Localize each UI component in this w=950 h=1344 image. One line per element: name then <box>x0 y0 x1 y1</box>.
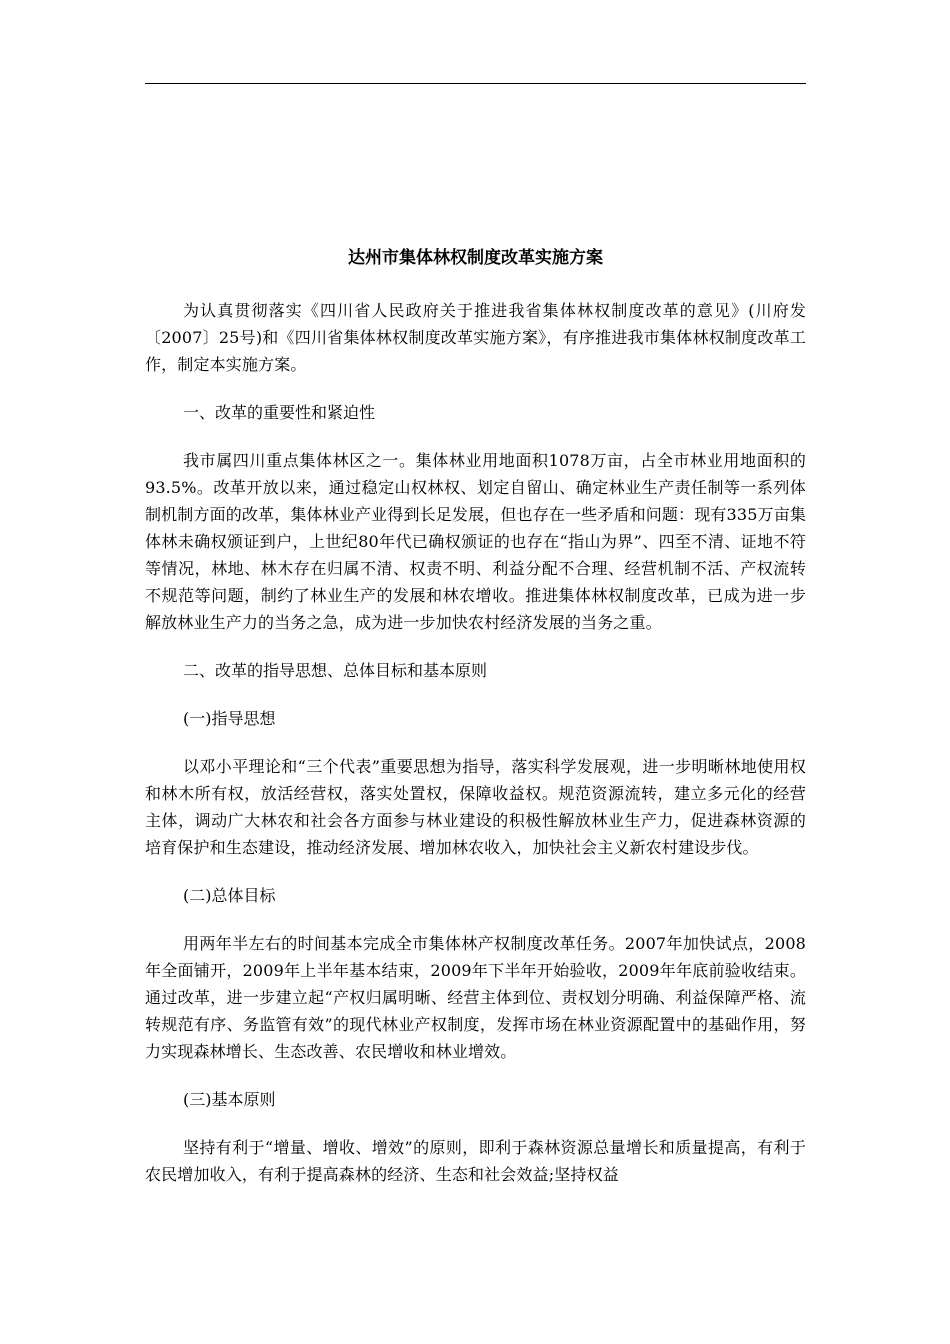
overall-goal-paragraph: 用两年半左右的时间基本完成全市集体林产权制度改革任务。2007年加快试点，2008年全面铺开，2009年上半年基本结束，2009年下半年开始验收，2009年年底前验收结束。通过改革，进一步建立起“产权归属明晰、经营主体到位、责权划分明确、利益保障严格、流转规范有序、务监管有效”的现代林业产权制度，发挥市场在林业资源配置中的基础作用，努力实现森林增长、生态改善、农民增收和林业增效。 <box>145 934 806 1061</box>
basic-principles-paragraph: 坚持有利于“增量、增收、增效”的原则，即利于森林资源总量增长和质量提高，有利于农民增加收入，有利于提高森林的经济、生态和社会效益;坚持权益 <box>145 1138 806 1184</box>
section-2-heading: 二、改革的指导思想、总体目标和基本原则 <box>183 661 488 680</box>
document-body <box>145 242 806 1209</box>
document-title: 达州市集体林权制度改革实施方案 <box>348 248 603 268</box>
guiding-ideology-paragraph: 以邓小平理论和“三个代表”重要思想为指导，落实科学发展观，进一步明晰林地使用权和林木所有权，放活经营权，落实处置权，保障收益权。规范资源流转，建立多元化的经营主体，调动广大林农和社会各方面参与林业建设的积极性解放林业生产力，促进森林资源的培育保护和生态建设，推动经济发展、增加林农收入，加快社会主义新农村建设步伐。 <box>145 757 806 857</box>
section-1-heading: 一、改革的重要性和紧迫性 <box>183 403 376 422</box>
header-rule <box>145 83 806 84</box>
guiding-ideology-heading: (一)指导思想 <box>183 709 276 728</box>
section-1-paragraph: 我市属四川重点集体林区之一。集体林业用地面积1078万亩，占全市林业用地面积的93.5%。改革开放以来，通过稳定山权林权、划定自留山、确定林业生产责任制等一系列体制机制方面的改革，集体林业产业得到长足发展，但也存在一些矛盾和问题：现有335万亩集体林未确权颁证到户，上世纪80年代已确权颁证的也存在“指山为界”、四至不清、证地不符等情况，林地、林木存在归属不清、权责不明、利益分配不合理、经营机制不活、产权流转不规范等问题，制约了林业生产的发展和林农增收。推进集体林权制度改革，已成为进一步解放林业生产力的当务之急，成为进一步加快农村经济发展的当务之重。 <box>145 451 806 632</box>
basic-principles-heading: (三)基本原则 <box>183 1090 276 1109</box>
intro-paragraph: 为认真贯彻落实《四川省人民政府关于推进我省集体林权制度改革的意见》(川府发〔2007〕25号)和《四川省集体林权制度改革实施方案》，有序推进我市集体林权制度改革工作，制定本实施方案。 <box>145 301 806 374</box>
overall-goal-heading: (二)总体目标 <box>183 886 276 905</box>
